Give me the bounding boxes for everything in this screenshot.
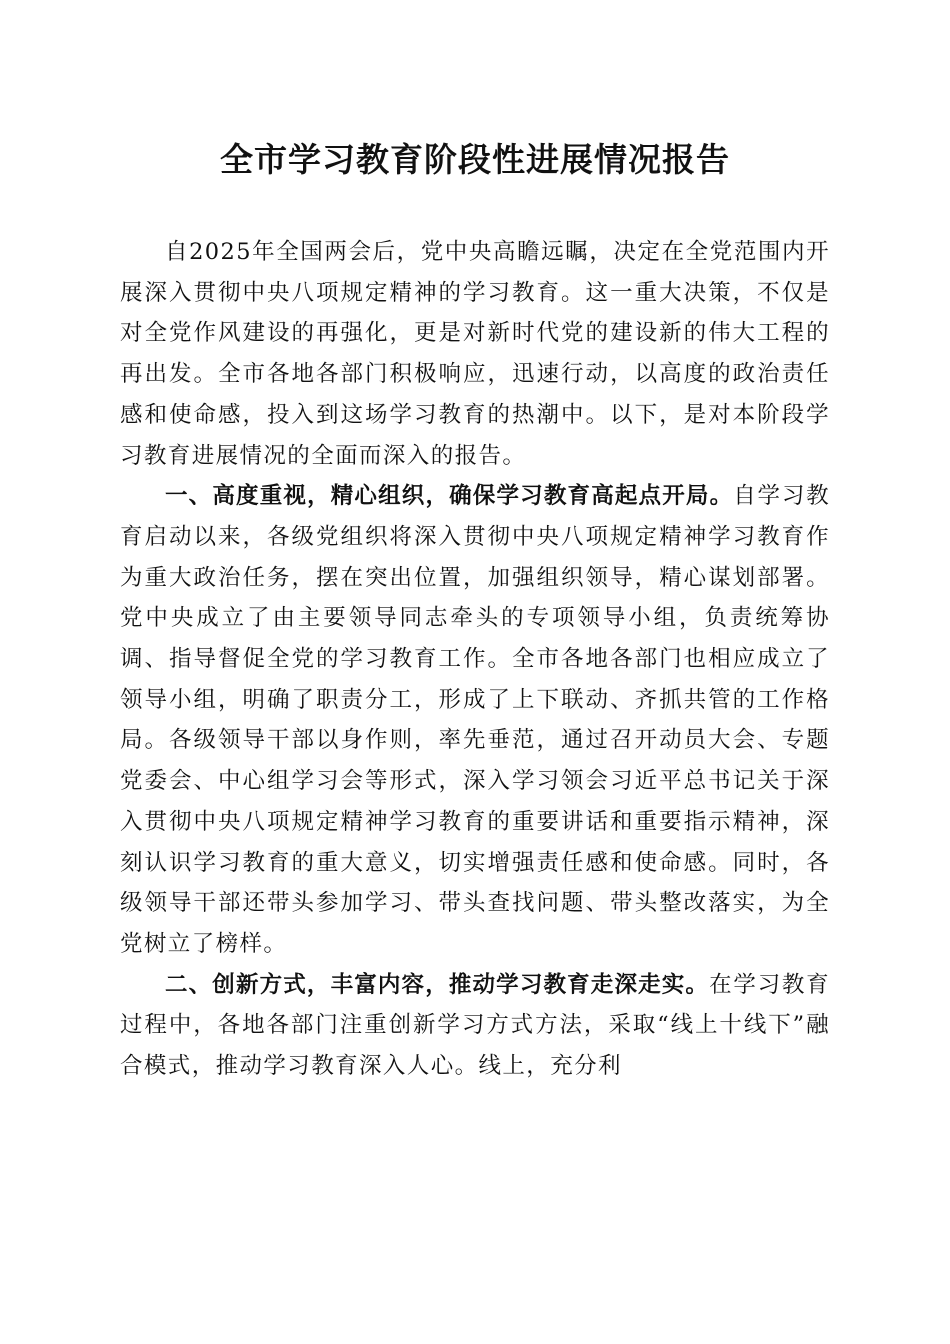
- document-body: [120, 232, 830, 1087]
- section-1-text: 自学习教育启动以来，各级党组织将深入贯彻中央八项规定精神学习教育作为重大政治任务，摆在突出位置，加强组织领导，精心谋划部署。党中央成立了由主要领导同志牵头的专项领导小组，负责统筹协调、指导督促全党的学习教育工作。全市各地各部门也相应成立了领导小组，明确了职责分工，形成了上下联动、齐抓共管的工作格局。各级领导干部以身作则，率先垂范，通过召开动员大会、专题党委会、中心组学习会等形式，深入学习领会习近平总书记关于深入贯彻中央八项规定精神学习教育的重要讲话和重要指示精神，深刻认识学习教育的重大意义，切实增强责任感和使命感。同时，各级领导干部还带头参加学习、带头查找问题、带头整改落实，为全党树立了榜样。: [120, 483, 830, 957]
- document-title: 全市学习教育阶段性进展情况报告: [220, 140, 730, 179]
- section-1-heading: 一、高度重视，精心组织，确保学习教育高起点开局。: [165, 483, 734, 510]
- paragraph-intro: [120, 232, 830, 476]
- paragraph-intro-text: 自2025年全国两会后，党中央高瞻远瞩，决定在全党范围内开展深入贯彻中央八项规定精神的学习教育。这一重大决策，不仅是对全党作风建设的再强化，更是对新时代党的建设新的伟大工程的再出发。全市各地各部门积极响应，迅速行动，以高度的政治责任感和使命感，投入到这场学习教育的热潮中。以下，是对本阶段学习教育进展情况的全面而深入的报告。: [120, 239, 830, 469]
- paragraph-section-2: [120, 965, 830, 1087]
- section-2-text: 在学习教育过程中，各地各部门注重创新学习方式方法，采取“线上十线下”融合模式，推动学习教育深入人心。线上，充分利: [120, 971, 830, 1080]
- paragraph-section-1: [120, 476, 830, 964]
- section-2-heading: 二、创新方式，丰富内容，推动学习教育走深走实。: [165, 971, 710, 998]
